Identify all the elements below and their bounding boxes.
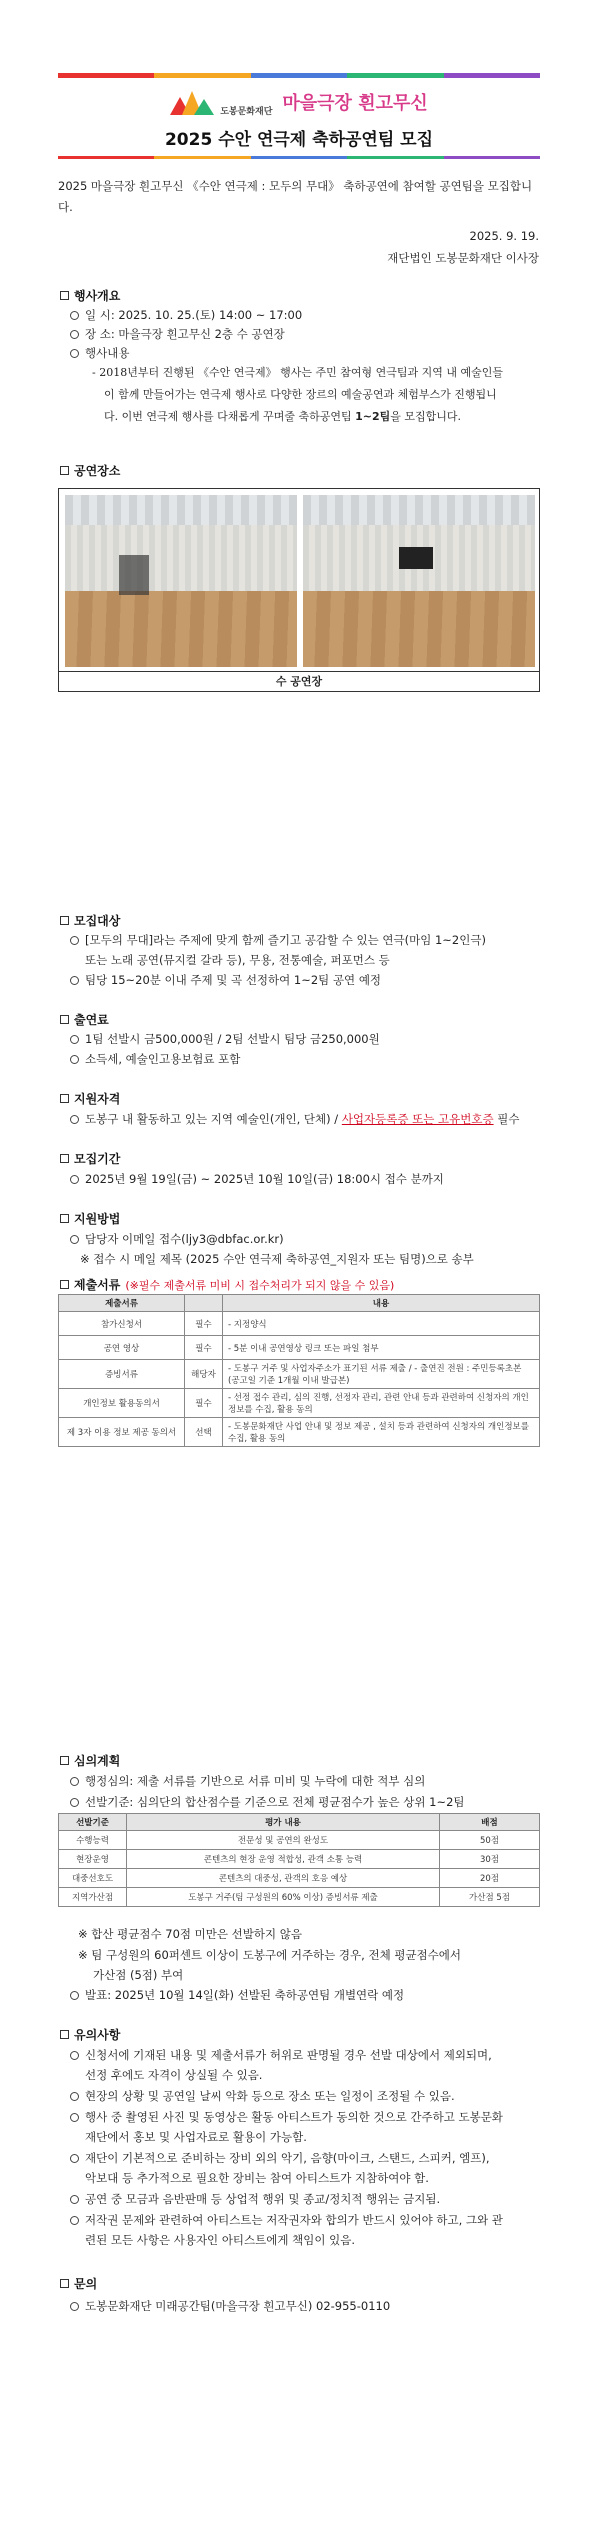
color-bar-top bbox=[58, 73, 540, 78]
fee-line-1: 1팀 선발시 금500,000원 / 2팀 선발시 팀당 금250,000원 bbox=[70, 1030, 380, 1048]
target-line-3: 팀당 15~20분 이내 주제 및 곡 선정하여 1~2팀 공연 예정 bbox=[70, 971, 381, 989]
caution-line-6: 저작권 문제와 관련하여 아티스트는 저작권자와 합의가 반드시 있어야 하고, 그와 관 bbox=[70, 2211, 503, 2229]
section-fee-title: 출연료 bbox=[60, 1011, 109, 1028]
business-registration-required: 사업자등록증 또는 고유번호증 bbox=[341, 1112, 494, 1126]
checkbox-icon bbox=[60, 2030, 69, 2039]
section-method-title: 지원방법 bbox=[60, 1210, 120, 1227]
table-row: 현장운영 콘텐츠의 현장 운영 적합성, 관객 소통 능력 30점 bbox=[59, 1850, 540, 1869]
review-line-2: 선발기준: 심의단의 합산점수를 기준으로 전체 평균점수가 높은 상위 1~2팀 bbox=[70, 1793, 465, 1811]
table-row: 공연 영상 필수 - 5분 이내 공연영상 링크 또는 파일 첨부 bbox=[59, 1336, 540, 1360]
table-row: 증빙서류 해당자 - 도봉구 거주 및 사업자주소가 표기된 서류 제출 / - 출연진 전원 : 주민등록초본 (공고일 기준 1개월 이내 발급본) bbox=[59, 1360, 540, 1389]
circle-bullet-icon bbox=[70, 2154, 79, 2163]
caution-line-1b: 선정 후에도 자격이 상실될 수 있음. bbox=[85, 2068, 263, 2082]
page-title: 2025 수안 연극제 축하공연팀 모집 bbox=[164, 130, 434, 150]
circle-bullet-icon bbox=[70, 936, 79, 945]
circle-bullet-icon bbox=[70, 1035, 79, 1044]
contact-line: 도봉문화재단 미래공간팀(마을극장 흰고무신) 02-955-0110 bbox=[70, 2297, 390, 2315]
caution-line-1: 신청서에 기재된 내용 및 제출서류가 허위로 판명될 경우 선발 대상에서 제외되며, bbox=[70, 2046, 492, 2064]
table-row: 개인정보 활용동의서 필수 - 선정 접수 관리, 심의 진행, 선정자 관리, 관련 안내 등과 관련하여 신청자의 개인정보를 수집, 활용 동의 bbox=[59, 1389, 540, 1418]
target-line-2: 또는 노래 공연(뮤지컬 갈라 등), 무용, 전통예술, 퍼포먼스 등 bbox=[85, 953, 390, 967]
review-table bbox=[58, 1813, 540, 1907]
checkbox-icon bbox=[60, 1214, 69, 1223]
caution-line-5: 공연 중 모금과 음반판매 등 상업적 행위 및 종교/정치적 행위는 금지됨. bbox=[70, 2190, 440, 2208]
circle-bullet-icon bbox=[70, 1798, 79, 1807]
section-qualification-title: 지원자격 bbox=[60, 1090, 120, 1107]
review-line-3: 발표: 2025년 10월 14일(화) 선발된 축하공연팀 개별연락 예정 bbox=[70, 1986, 404, 2004]
circle-bullet-icon bbox=[70, 1777, 79, 1786]
docs-table bbox=[58, 1294, 540, 1447]
qualification-line: 도봉구 내 활동하고 있는 지역 예술인(개인, 단체) / 사업자등록증 또는 고유번호증 필수 bbox=[70, 1110, 519, 1128]
caution-line-4b: 악보대 등 추가적으로 필요한 장비는 참여 아티스트가 지참하여야 함. bbox=[85, 2171, 429, 2185]
section-contact-title: 문의 bbox=[60, 2275, 97, 2292]
circle-bullet-icon bbox=[70, 976, 79, 985]
circle-bullet-icon bbox=[70, 1115, 79, 1124]
checkbox-icon bbox=[60, 1756, 69, 1765]
section-caution-title: 유의사항 bbox=[60, 2026, 120, 2043]
review-line-1: 행정심의: 제출 서류를 기반으로 서류 미비 및 누락에 대한 적부 심의 bbox=[70, 1772, 425, 1790]
venue-photo-label: 수 공연장 bbox=[59, 671, 539, 691]
checkbox-icon bbox=[60, 1015, 69, 1024]
review-note-3: 가산점 (5점) 부여 bbox=[93, 1968, 184, 1982]
header bbox=[58, 73, 540, 163]
review-note-1: ※ 합산 평균점수 70점 미만은 선발하지 않음 bbox=[78, 1927, 302, 1941]
table-row: 지역가산점 도봉구 거주(팀 구성원의 60% 이상) 증빙서류 제출 가산점 5점 bbox=[59, 1888, 540, 1907]
circle-bullet-icon bbox=[70, 349, 79, 358]
checkbox-icon bbox=[60, 916, 69, 925]
caution-line-4: 재단이 기본적으로 준비하는 장비 외의 악기, 음향(마이크, 스탠드, 스피커, 엠프), bbox=[70, 2149, 490, 2167]
logo-text: 도봉문화재단 bbox=[220, 106, 273, 117]
checkbox-icon bbox=[60, 1154, 69, 1163]
overview-content-label: 행사내용 bbox=[70, 344, 129, 362]
circle-bullet-icon bbox=[70, 2092, 79, 2101]
caution-line-2: 현장의 상황 및 공연일 날씨 악화 등으로 장소 또는 일정이 조정될 수 있음. bbox=[70, 2087, 455, 2105]
table-row: 대중선호도 콘텐츠의 대중성, 관객의 호응 예상 20점 bbox=[59, 1869, 540, 1888]
checkbox-icon bbox=[60, 291, 69, 300]
section-period-title: 모집기간 bbox=[60, 1150, 120, 1167]
circle-bullet-icon bbox=[70, 2195, 79, 2204]
review-note-2: ※ 팀 구성원의 60퍼센트 이상이 도봉구에 거주하는 경우, 전체 평균점수에서 bbox=[78, 1948, 461, 1962]
section-review-title: 심의계획 bbox=[60, 1752, 120, 1769]
issue-date: 2025. 9. 19. bbox=[469, 229, 539, 243]
venue-photo-2 bbox=[303, 495, 535, 667]
table-header-row: 선발기준 평가 내용 배점 bbox=[59, 1814, 540, 1831]
caution-line-3: 행사 중 촬영된 사진 및 동영상은 활동 아티스트가 동의한 것으로 간주하고 도봉문화 bbox=[70, 2108, 503, 2126]
circle-bullet-icon bbox=[70, 1175, 79, 1184]
circle-bullet-icon bbox=[70, 2302, 79, 2311]
section-venue-title: 공연장소 bbox=[60, 462, 120, 479]
period-line: 2025년 9월 19일(금) ~ 2025년 10월 10일(금) 18:00시 접수 분까지 bbox=[70, 1170, 444, 1188]
checkbox-icon bbox=[60, 2279, 69, 2288]
venue-photos bbox=[58, 488, 540, 692]
section-overview-title: 행사개요 bbox=[60, 287, 120, 304]
overview-desc: - 2018년부터 진행된 《수안 연극제》 행사는 주민 참여형 연극팀과 지역 내 예술인들 이 함께 만들어가는 연극제 행사로 다양한 장르의 예술공연과 체험부스가 진행됩니 다. 이번 연극제 행사를 다채롭게 꾸며줄 축하공연팀 1~2팀을 모집합니다. bbox=[92, 366, 503, 423]
issue-info bbox=[387, 225, 539, 269]
checkbox-icon bbox=[60, 466, 69, 475]
table-header-row: 제출서류 내용 bbox=[59, 1295, 540, 1312]
caution-line-3b: 재단에서 홍보 및 사업자료로 활용이 가능함. bbox=[85, 2130, 307, 2144]
checkbox-icon bbox=[60, 1280, 69, 1289]
issuer: 재단법인 도봉문화재단 이사장 bbox=[387, 251, 539, 265]
overview-date: 일 시: 2025. 10. 25.(토) 14:00 ~ 17:00 bbox=[70, 306, 302, 324]
circle-bullet-icon bbox=[70, 2051, 79, 2060]
intro-text: 2025 마을극장 흰고무신 《수안 연극제 : 모두의 무대》 축하공연에 참여할 공연팀을 모집합니다. bbox=[58, 179, 533, 214]
circle-bullet-icon bbox=[70, 2113, 79, 2122]
table-row: 참가신청서 필수 - 지정양식 bbox=[59, 1312, 540, 1336]
circle-bullet-icon bbox=[70, 1055, 79, 1064]
caution-line-6b: 련된 모든 사항은 사용자인 아티스트에게 책임이 있음. bbox=[85, 2233, 355, 2247]
circle-bullet-icon bbox=[70, 1991, 79, 2000]
method-line-2: ※ 접수 시 메일 제목 (2025 수안 연극제 축하공연_지원자 또는 팀명)으로 송부 bbox=[80, 1252, 474, 1266]
color-bar-bottom bbox=[58, 156, 540, 159]
logo-icon bbox=[170, 89, 214, 115]
target-line-1: [모두의 무대]라는 주제에 맞게 함께 즐기고 공감할 수 있는 연극(마임 1~2인극) bbox=[70, 931, 486, 949]
overview-place: 장 소: 마을극장 흰고무신 2층 수 공연장 bbox=[70, 325, 285, 343]
section-target-title: 모집대상 bbox=[60, 912, 120, 929]
circle-bullet-icon bbox=[70, 1235, 79, 1244]
fee-line-2: 소득세, 예술인고용보험료 포함 bbox=[70, 1050, 240, 1068]
checkbox-icon bbox=[60, 1094, 69, 1103]
theater-name: 마을극장 흰고무신 bbox=[282, 93, 428, 114]
table-row: 제 3자 이용 정보 제공 동의서 선택 - 도봉문화재단 사업 안내 및 정보 제공 , 설치 등과 관련하여 신청자의 개인정보를 수집, 활용 동의 bbox=[59, 1418, 540, 1447]
foundation-logo bbox=[170, 88, 272, 117]
section-docs-title: 제출서류 (※필수 제출서류 미비 시 접수처리가 되지 않을 수 있음) bbox=[60, 1276, 394, 1293]
method-line-1: 담당자 이메일 접수(ljy3@dbfac.or.kr) bbox=[70, 1230, 284, 1248]
circle-bullet-icon bbox=[70, 330, 79, 339]
circle-bullet-icon bbox=[70, 2216, 79, 2225]
venue-photo-1 bbox=[65, 495, 297, 667]
circle-bullet-icon bbox=[70, 311, 79, 320]
table-row: 수행능력 전문성 및 공연의 완성도 50점 bbox=[59, 1831, 540, 1850]
